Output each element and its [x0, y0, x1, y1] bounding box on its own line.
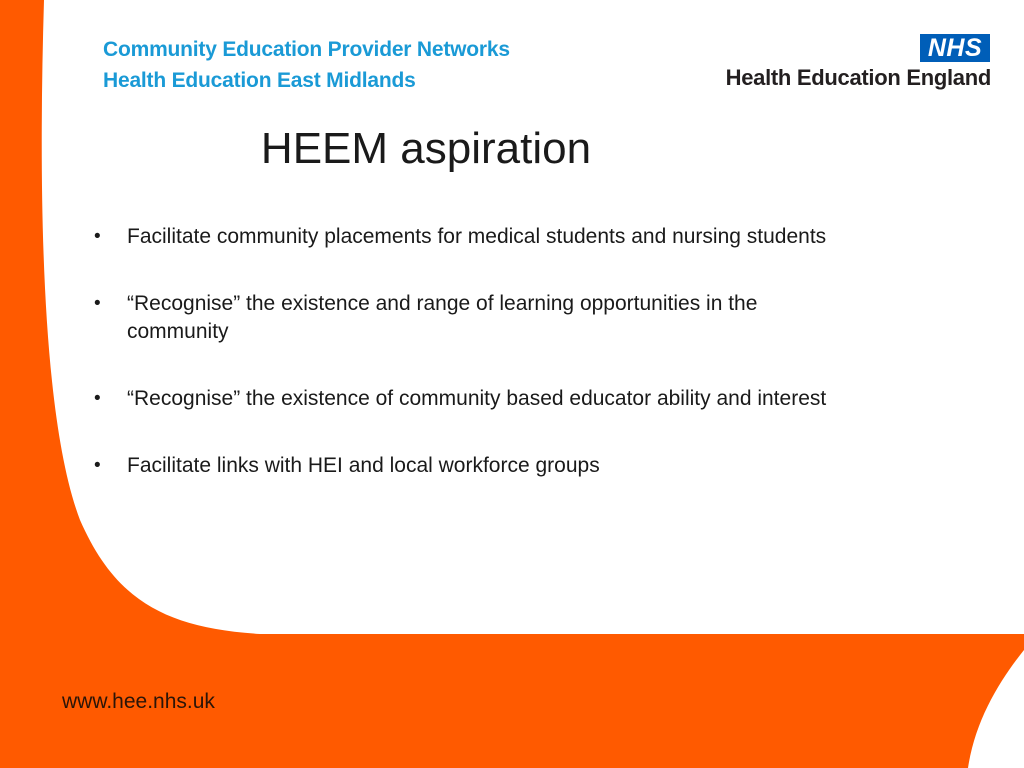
- footer-website-link[interactable]: www.hee.nhs.uk: [62, 690, 215, 713]
- bullet-text: Facilitate community placements for medical students and nursing students: [127, 225, 827, 248]
- nhs-badge: NHS: [920, 34, 990, 62]
- bullet-item: [94, 223, 854, 251]
- bullet-dot-icon: •: [94, 388, 101, 409]
- bullet-list: [94, 223, 854, 519]
- bullet-dot-icon: •: [94, 226, 101, 247]
- slide-title: HEEM aspiration: [260, 124, 592, 173]
- bullet-text: Facilitate links with HEI and local workforce groups: [127, 454, 600, 477]
- hee-logo-text: Health Education England: [725, 65, 991, 90]
- bullet-text: “Recognise” the existence and range of learning opportunities in the community: [127, 292, 758, 343]
- bullet-dot-icon: •: [94, 455, 101, 476]
- header-network-title: Community Education Provider Networks: [103, 38, 510, 61]
- bullet-item: [94, 385, 854, 413]
- bullet-dot-icon: •: [94, 293, 101, 314]
- bullet-item: [94, 452, 854, 480]
- nhs-hee-logo: [709, 34, 991, 96]
- header-organisation: Health Education East Midlands: [103, 69, 416, 92]
- bullet-item: [94, 290, 854, 346]
- bullet-text: “Recognise” the existence of community based educator ability and interest: [127, 387, 827, 410]
